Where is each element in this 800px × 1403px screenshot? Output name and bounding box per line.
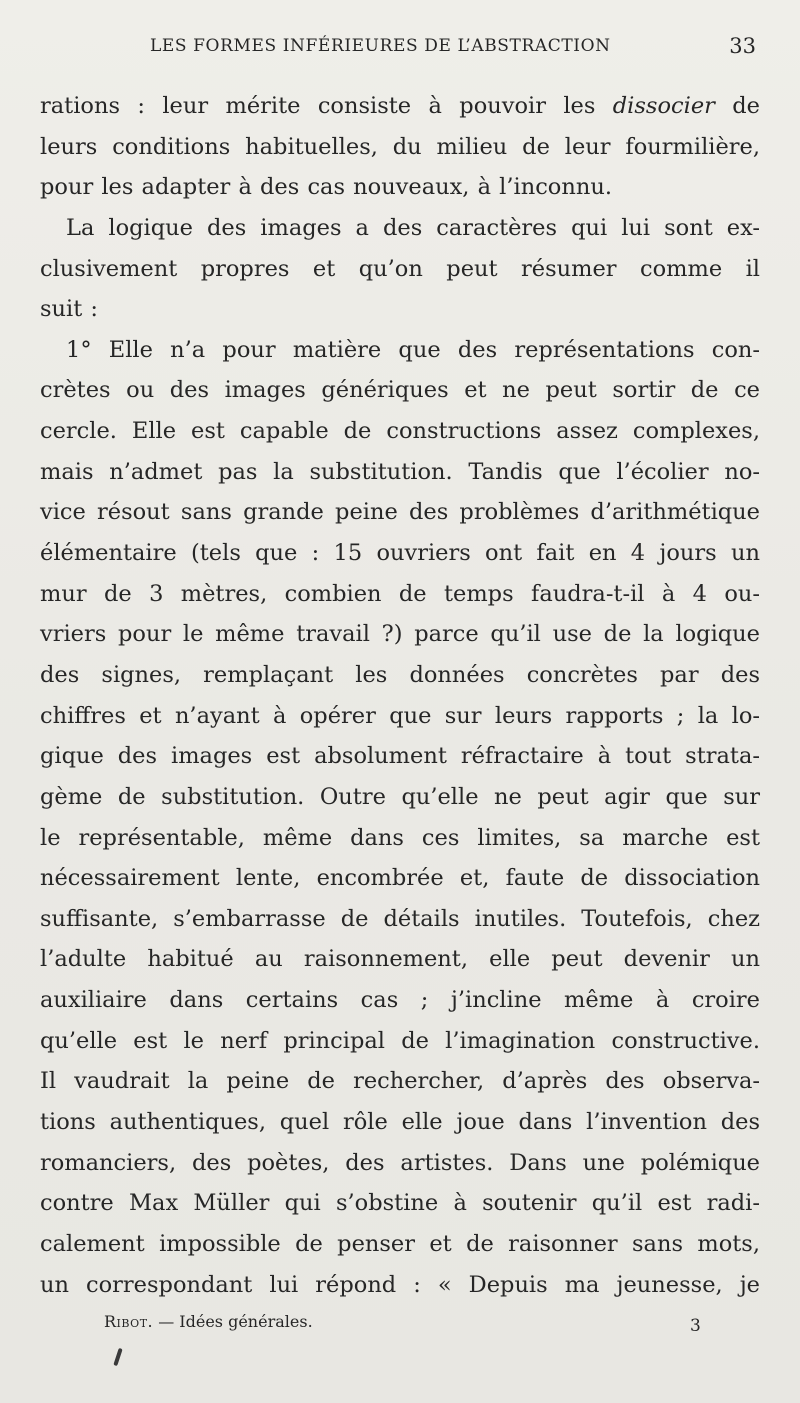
text-line: 1° Elle n’a pour matière que des représentations con- (66, 336, 760, 363)
ink-mark (113, 1348, 122, 1366)
body-text (40, 86, 760, 1305)
text-line: tions authentiques, quel rôle elle joue dans l’invention des (40, 1109, 760, 1136)
text-line: un correspondant lui répond : « Depuis ma jeunesse, je (40, 1271, 760, 1298)
text-line: cercle. Elle est capable de constructions assez complexes, (40, 418, 760, 445)
signature-mark: 3 (690, 1316, 701, 1336)
text-line: contre Max Müller qui s’obstine à soutenir qu’il est radi- (40, 1190, 760, 1217)
text-line: auxiliaire dans certains cas ; j’incline même à croire (40, 987, 760, 1014)
text-line: crètes ou des images génériques et ne peut sortir de ce (40, 377, 760, 404)
page-footer (104, 1312, 704, 1338)
text-line: romanciers, des poètes, des artistes. Dans une polémique (40, 1149, 760, 1176)
text-line: suit : (40, 296, 99, 323)
text-line: vice résout sans grande peine des problèmes d’arithmétique (40, 499, 760, 526)
text-line: leurs conditions habituelles, du milieu de leur fourmilière, (40, 133, 760, 160)
text-line: des signes, remplaçant les données concrètes par des (40, 661, 760, 688)
text-line: Il vaudrait la peine de rechercher, d’après des observa- (40, 1068, 760, 1095)
text-line: rations : leur mérite consiste à pouvoir les dissocier de (40, 93, 760, 119)
text-line: chiffres et n’ayant à opérer que sur leurs rapports ; la lo- (40, 702, 760, 729)
text-line: nécessairement lente, encombrée et, faute de dissociation (40, 865, 760, 892)
text-line: qu’elle est le nerf principal de l’imagination constructive. (40, 1027, 760, 1054)
text-line: pour les adapter à des cas nouveaux, à l’inconnu. (40, 174, 612, 201)
page-header (40, 36, 760, 66)
footer-citation (104, 1312, 313, 1331)
footer-author: Ribot. (104, 1312, 154, 1331)
text-line: le représentable, même dans ces limites, sa marche est (40, 824, 760, 851)
footer-title: — Idées générales. (153, 1312, 313, 1331)
text-line: l’adulte habitué au raisonnement, elle peut devenir un (40, 946, 760, 973)
text-line: La logique des images a des caractères qui lui sont ex- (66, 214, 760, 241)
text-line: gème de substitution. Outre qu’elle ne peut agir que sur (40, 783, 760, 810)
text-line: élémentaire (tels que : 15 ouvriers ont fait en 4 jours un (40, 540, 760, 567)
text-line: calement impossible de penser et de raisonner sans mots, (40, 1230, 760, 1257)
running-head: LES FORMES INFÉRIEURES DE L’ABSTRACTION (150, 36, 611, 56)
page-number: 33 (729, 34, 756, 58)
text-line: clusivement propres et qu’on peut résumer comme il (40, 255, 760, 282)
text-line: vriers pour le même travail ?) parce qu’il use de la logique (40, 621, 760, 648)
text-line: mais n’admet pas la substitution. Tandis que l’écolier no- (40, 458, 760, 485)
text-line: mur de 3 mètres, combien de temps faudra-t-il à 4 ou- (40, 580, 760, 607)
emphasis: dissocier (612, 93, 715, 119)
text-line: suffisante, s’embarrasse de détails inutiles. Toutefois, chez (40, 905, 760, 932)
text-line: gique des images est absolument réfractaire à tout strata- (40, 743, 760, 770)
